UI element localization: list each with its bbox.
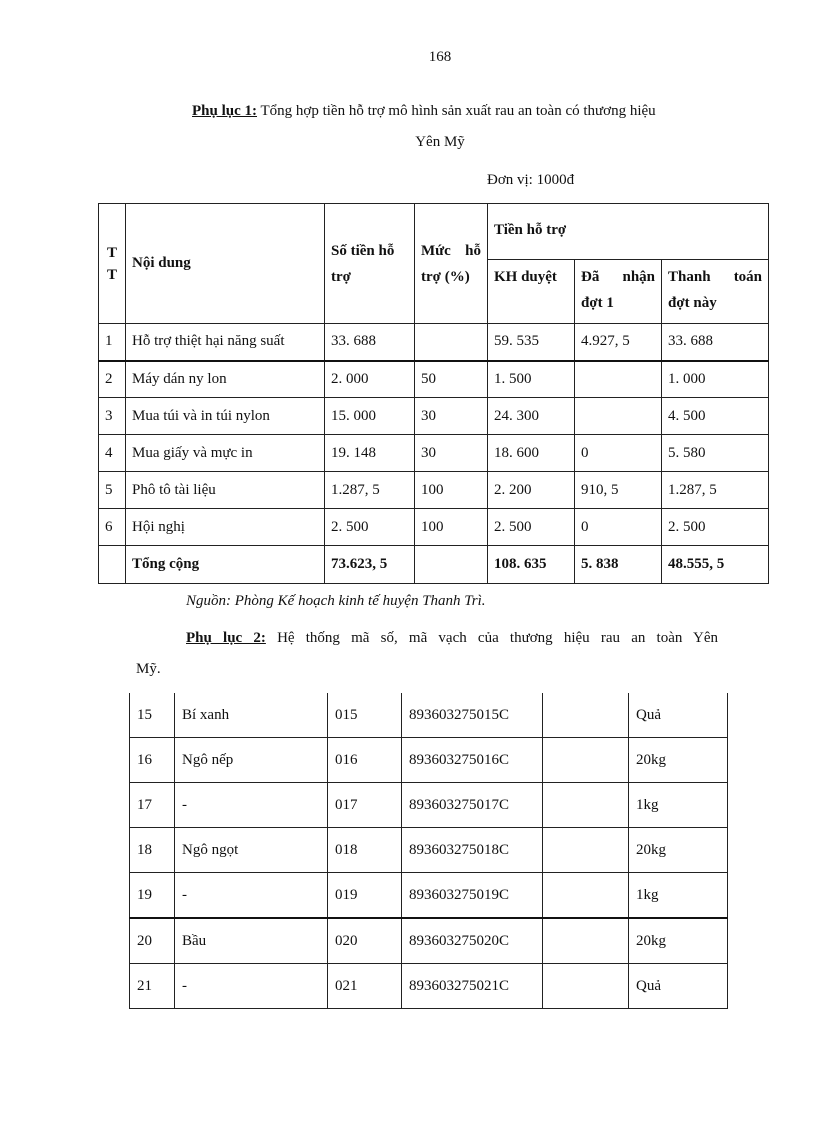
cell: 016	[328, 738, 402, 783]
cell	[543, 918, 629, 964]
appendix1-title-text: Tổng hợp tiền hỗ trợ mô hình sản xuất rau an toàn có thương hiệu	[257, 103, 656, 119]
cell: 893603275015C	[402, 693, 543, 738]
cell: 18	[130, 828, 175, 873]
cell: 1. 000	[662, 361, 769, 398]
cell: Phô tô tài liệu	[126, 472, 325, 509]
cell: 59. 535	[488, 324, 575, 361]
cell: Hỗ trợ thiệt hại năng suất	[126, 324, 325, 361]
cell: 1.287, 5	[662, 472, 769, 509]
cell: 2. 500	[662, 509, 769, 546]
cell	[543, 828, 629, 873]
total-label: Tổng cộng	[126, 546, 325, 584]
cell: -	[175, 783, 328, 828]
cell: 015	[328, 693, 402, 738]
appendix2-title	[186, 630, 718, 647]
cell: 18. 600	[488, 435, 575, 472]
table-row	[99, 361, 769, 398]
cell: 893603275020C	[402, 918, 543, 964]
cell: 1kg	[629, 873, 728, 919]
support-funding-table	[98, 203, 769, 584]
table-row	[99, 435, 769, 472]
cell: 019	[328, 873, 402, 919]
appendix1-title-line2: Yên Mỹ	[415, 134, 465, 150]
table-row	[130, 738, 728, 783]
cell: Bí xanh	[175, 693, 328, 738]
cell: 15	[130, 693, 175, 738]
cell: Bầu	[175, 918, 328, 964]
cell: 1kg	[629, 783, 728, 828]
cell: 1	[99, 324, 126, 361]
table-row	[99, 398, 769, 435]
cell: 893603275018C	[402, 828, 543, 873]
cell: 19	[130, 873, 175, 919]
table-row	[130, 873, 728, 919]
cell: Quả	[629, 964, 728, 1009]
cell: 30	[415, 398, 488, 435]
cell: 17	[130, 783, 175, 828]
cell: 893603275019C	[402, 873, 543, 919]
cell	[415, 324, 488, 361]
cell: Ngô ngọt	[175, 828, 328, 873]
unit-note: Đơn vị: 1000đ	[487, 172, 575, 188]
cell: 2. 000	[325, 361, 415, 398]
header-content: Nội dung	[126, 204, 325, 324]
appendix2-label: Phụ lục 2:	[186, 630, 266, 646]
cell: 017	[328, 783, 402, 828]
cell: 20kg	[629, 828, 728, 873]
cell: 2	[99, 361, 126, 398]
cell: 2. 200	[488, 472, 575, 509]
cell: Hội nghị	[126, 509, 325, 546]
table-row	[99, 509, 769, 546]
cell: 2. 500	[488, 509, 575, 546]
appendix2-title-line2: Mỹ.	[136, 661, 161, 677]
cell: 15. 000	[325, 398, 415, 435]
cell: -	[175, 873, 328, 919]
table-row	[130, 964, 728, 1009]
cell: 4. 500	[662, 398, 769, 435]
cell: 018	[328, 828, 402, 873]
cell	[415, 546, 488, 584]
cell: 893603275021C	[402, 964, 543, 1009]
cell: Máy dán ny lon	[126, 361, 325, 398]
header-rate: Mức hỗ trợ (%)	[415, 204, 488, 324]
cell: 4	[99, 435, 126, 472]
cell: 5	[99, 472, 126, 509]
cell: 021	[328, 964, 402, 1009]
header-amount: Số tiền hỗ trợ	[325, 204, 415, 324]
table-row	[99, 324, 769, 361]
header-support: Tiền hỗ trợ	[488, 204, 769, 260]
table-row	[130, 693, 728, 738]
cell: 4.927, 5	[575, 324, 662, 361]
table-row	[130, 783, 728, 828]
cell: 21	[130, 964, 175, 1009]
cell: 100	[415, 509, 488, 546]
page-number: 168	[428, 49, 452, 65]
cell: 5. 580	[662, 435, 769, 472]
cell: 33. 688	[662, 324, 769, 361]
total-received: 5. 838	[575, 546, 662, 584]
cell: 24. 300	[488, 398, 575, 435]
cell: Mua giấy và mực in	[126, 435, 325, 472]
cell: 910, 5	[575, 472, 662, 509]
cell: 19. 148	[325, 435, 415, 472]
cell: 20kg	[629, 738, 728, 783]
appendix2-title-text: Hệ thống mã số, mã vạch của thương hiệu rau an toàn Yên	[265, 630, 718, 646]
cell	[575, 398, 662, 435]
cell: 16	[130, 738, 175, 783]
cell	[543, 693, 629, 738]
cell: 20kg	[629, 918, 728, 964]
cell: 50	[415, 361, 488, 398]
barcode-table	[129, 693, 728, 1009]
total-kh: 108. 635	[488, 546, 575, 584]
cell: 1. 500	[488, 361, 575, 398]
cell: 6	[99, 509, 126, 546]
source-note: Nguồn: Phòng Kế hoạch kinh tế huyện Thanh Trì.	[186, 593, 486, 609]
table-row	[130, 828, 728, 873]
total-row	[99, 546, 769, 584]
cell	[543, 964, 629, 1009]
header-tt: T T	[99, 204, 126, 324]
cell	[543, 873, 629, 919]
cell: 1.287, 5	[325, 472, 415, 509]
cell	[543, 738, 629, 783]
cell	[99, 546, 126, 584]
table-row	[130, 918, 728, 964]
cell: Mua túi và in túi nylon	[126, 398, 325, 435]
cell: 0	[575, 509, 662, 546]
cell: 3	[99, 398, 126, 435]
cell: -	[175, 964, 328, 1009]
table-row	[99, 472, 769, 509]
cell: Ngô nếp	[175, 738, 328, 783]
cell	[543, 783, 629, 828]
cell: 20	[130, 918, 175, 964]
total-payment: 48.555, 5	[662, 546, 769, 584]
cell: 100	[415, 472, 488, 509]
cell: Quả	[629, 693, 728, 738]
cell: 893603275016C	[402, 738, 543, 783]
header-payment: Thanh toán đợt này	[662, 260, 769, 324]
header-kh: KH duyệt	[488, 260, 575, 324]
total-amount: 73.623, 5	[325, 546, 415, 584]
appendix1-label: Phụ lục 1:	[192, 103, 258, 119]
cell: 893603275017C	[402, 783, 543, 828]
cell: 0	[575, 435, 662, 472]
cell: 2. 500	[325, 509, 415, 546]
appendix1-title	[192, 103, 656, 120]
cell: 33. 688	[325, 324, 415, 361]
header-received: Đã nhận đợt 1	[575, 260, 662, 324]
cell: 020	[328, 918, 402, 964]
cell: 30	[415, 435, 488, 472]
cell	[575, 361, 662, 398]
